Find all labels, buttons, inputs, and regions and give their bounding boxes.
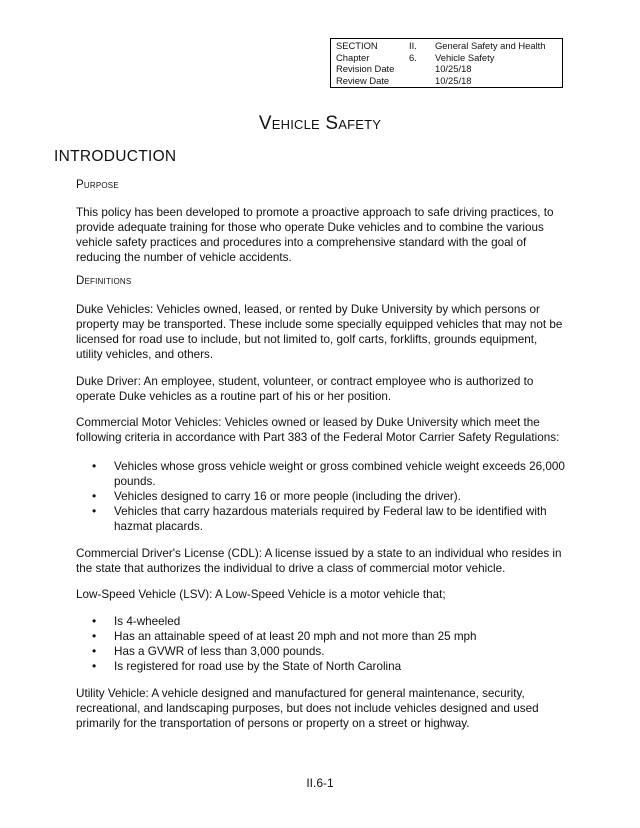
lsv-criteria-list bbox=[76, 614, 566, 674]
subheading-definitions: Definitions bbox=[76, 275, 132, 287]
header-row-revision-date bbox=[336, 63, 558, 75]
header-row-section bbox=[336, 40, 558, 52]
header-row-review-date bbox=[336, 75, 558, 87]
document-header-table bbox=[330, 38, 563, 88]
definition-duke-vehicles: Duke Vehicles: Vehicles owned, leased, or rented by Duke University by which persons or property may be transported. These include some specially equipped vehicles that may not be licensed for road use to include, but not limited to, golf carts, forklifts, grounds equipment, utility vehicles, and others. bbox=[76, 303, 563, 361]
definition-utility-vehicle: Utility Vehicle: A vehicle designed and manufactured for general maintenance, security, recreational, and landscaping purposes, but does not include vehicles designed and used primarily for the transportation of persons or property on a street or highway. bbox=[76, 687, 539, 730]
page-title: Vehicle Safety bbox=[258, 113, 382, 134]
list-item: • Vehicles whose gross vehicle weight or gross combined vehicle weight exceeds 26,000 pounds. bbox=[76, 459, 566, 489]
header-value: 10/25/18 bbox=[435, 63, 472, 75]
header-value: Vehicle Safety bbox=[435, 51, 495, 63]
header-label: Review Date bbox=[336, 74, 390, 86]
definition-duke-driver: Duke Driver: An employee, student, volunteer, or contract employee who is authorized to operate Duke vehicles as a routine part of his or her position. bbox=[76, 375, 534, 403]
definition-cdl: Commercial Driver's License (CDL): A license issued by a state to an individual who resides in the state that authorizes the individual to drive a class of commercial motor vehicle. bbox=[76, 547, 562, 575]
header-number bbox=[409, 75, 435, 87]
purpose-paragraph: This policy has been developed to promote a proactive approach to safe driving practices, to provide adequate training for those who operate Duke vehicles and to combine the various vehicle safety practices and procedures into a comprehensive standard with the goal of reducing the number of vehicle accidents. bbox=[76, 206, 554, 264]
subheading-purpose: Purpose bbox=[76, 179, 119, 191]
header-value: General Safety and Health bbox=[435, 40, 546, 51]
header-value: 10/25/18 bbox=[435, 74, 472, 86]
definition-commercial-motor-vehicles: Commercial Motor Vehicles: Vehicles owned or leased by Duke University which meet the following criteria in accordance with Part 383 of the Federal Motor Carrier Safety Regulations: bbox=[76, 416, 560, 444]
list-item: • Is registered for road use by the State of North Carolina bbox=[76, 659, 566, 674]
header-number bbox=[409, 63, 435, 75]
list-item: • Is 4-wheeled bbox=[76, 614, 566, 629]
header-label: Chapter bbox=[336, 51, 370, 63]
list-item: • Has a GVWR of less than 3,000 pounds. bbox=[76, 644, 566, 659]
header-row-chapter bbox=[336, 52, 558, 64]
header-number: 6. bbox=[409, 51, 417, 63]
cmv-criteria-list bbox=[76, 459, 566, 534]
page-number: II.6-1 bbox=[306, 776, 334, 790]
header-number: II. bbox=[409, 40, 417, 51]
header-label: Revision Date bbox=[336, 63, 395, 75]
header-label: SECTION bbox=[336, 40, 378, 51]
definition-low-speed-vehicle: Low-Speed Vehicle (LSV): A Low-Speed Vehicle is a motor vehicle that; bbox=[76, 588, 446, 601]
list-item: • Vehicles designed to carry 16 or more people (including the driver). bbox=[76, 489, 566, 504]
list-item: • Has an attainable speed of at least 20 mph and not more than 25 mph bbox=[76, 629, 566, 644]
list-item: • Vehicles that carry hazardous materials required by Federal law to be identified with hazmat placards. bbox=[76, 504, 566, 534]
section-heading-introduction: INTRODUCTION bbox=[54, 148, 177, 165]
